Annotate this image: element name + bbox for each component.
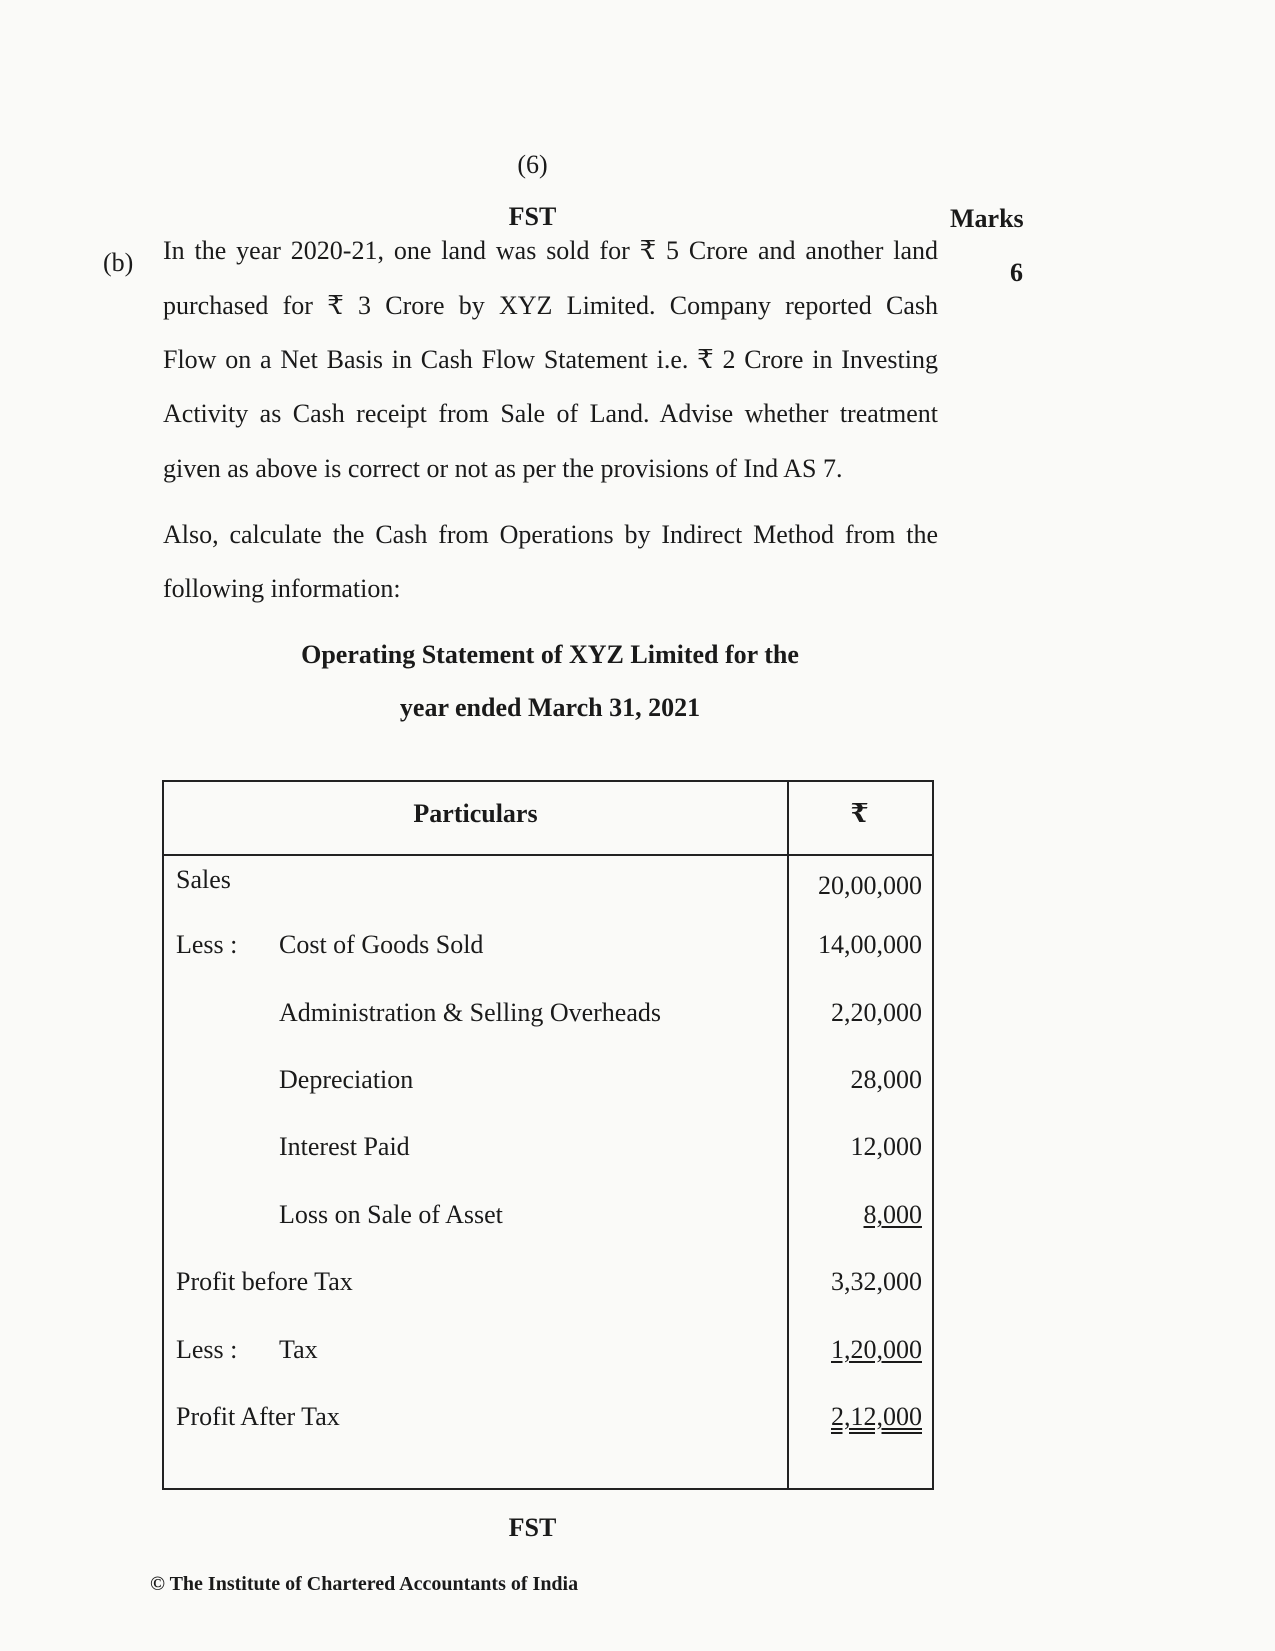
row-amount: 20,00,000 [818, 871, 922, 900]
table-row [164, 865, 932, 905]
operating-statement-table [162, 780, 934, 1490]
marks-column-header: Marks [950, 204, 1024, 233]
statement-subtitle: year ended March 31, 2021 [399, 693, 701, 722]
question-text-line: Also, calculate the Cash from Operations by Indirect Method from the [163, 520, 938, 549]
table-row [164, 1200, 932, 1240]
copyright-notice: © The Institute of Chartered Accountants of India [150, 1573, 579, 1595]
table-row [164, 1335, 932, 1375]
question-text-line: Flow on a Net Basis in Cash Flow Statement i.e. ₹ 2 Crore in Investing [163, 345, 938, 374]
marks-value: 6 [1010, 258, 1023, 287]
row-prefix: Less : [176, 1335, 238, 1364]
page-number: (6) [517, 150, 548, 179]
statement-title: Operating Statement of XYZ Limited for the [301, 640, 799, 669]
row-label: Sales [176, 865, 231, 894]
table-row [164, 1065, 932, 1105]
row-amount: 2,20,000 [831, 998, 922, 1027]
table-row [164, 1132, 932, 1172]
row-label: Interest Paid [279, 1132, 410, 1161]
row-amount: 3,32,000 [831, 1267, 922, 1296]
header-paper-code: FST [508, 202, 557, 231]
row-amount: 1,20,000 [831, 1335, 922, 1364]
row-label: Depreciation [279, 1065, 414, 1094]
question-label: (b) [103, 248, 134, 277]
row-amount: 12,000 [850, 1132, 922, 1161]
row-label: Profit before Tax [176, 1267, 353, 1296]
footer-paper-code: FST [508, 1513, 557, 1542]
question-text-line: Activity as Cash receipt from Sale of Land. Advise whether treatment [163, 399, 938, 428]
row-amount: 28,000 [850, 1065, 922, 1094]
question-text-line: purchased for ₹ 3 Crore by XYZ Limited. Company reported Cash [163, 291, 938, 320]
row-label: Profit After Tax [176, 1402, 340, 1431]
question-text-line: In the year 2020-21, one land was sold for ₹ 5 Crore and another land [163, 236, 938, 265]
row-label: Tax [279, 1335, 318, 1364]
question-text-line: given as above is correct or not as per the provisions of Ind AS 7. [163, 454, 843, 483]
table-row [164, 1267, 932, 1307]
row-label: Administration & Selling Overheads [279, 998, 662, 1027]
row-amount: 8,000 [863, 1200, 922, 1229]
row-amount: 2,12,000 [831, 1402, 922, 1431]
question-text-line: following information: [163, 574, 401, 603]
table-row [164, 998, 932, 1038]
row-amount: 14,00,000 [818, 930, 922, 959]
row-label: Loss on Sale of Asset [279, 1200, 503, 1229]
row-prefix: Less : [176, 930, 238, 959]
header-rule [164, 854, 932, 856]
table-row [164, 1402, 932, 1442]
rupee-column-header: ₹ [850, 799, 869, 828]
table-row [164, 930, 932, 970]
particulars-column-header: Particulars [413, 799, 538, 828]
row-label: Cost of Goods Sold [279, 930, 484, 959]
